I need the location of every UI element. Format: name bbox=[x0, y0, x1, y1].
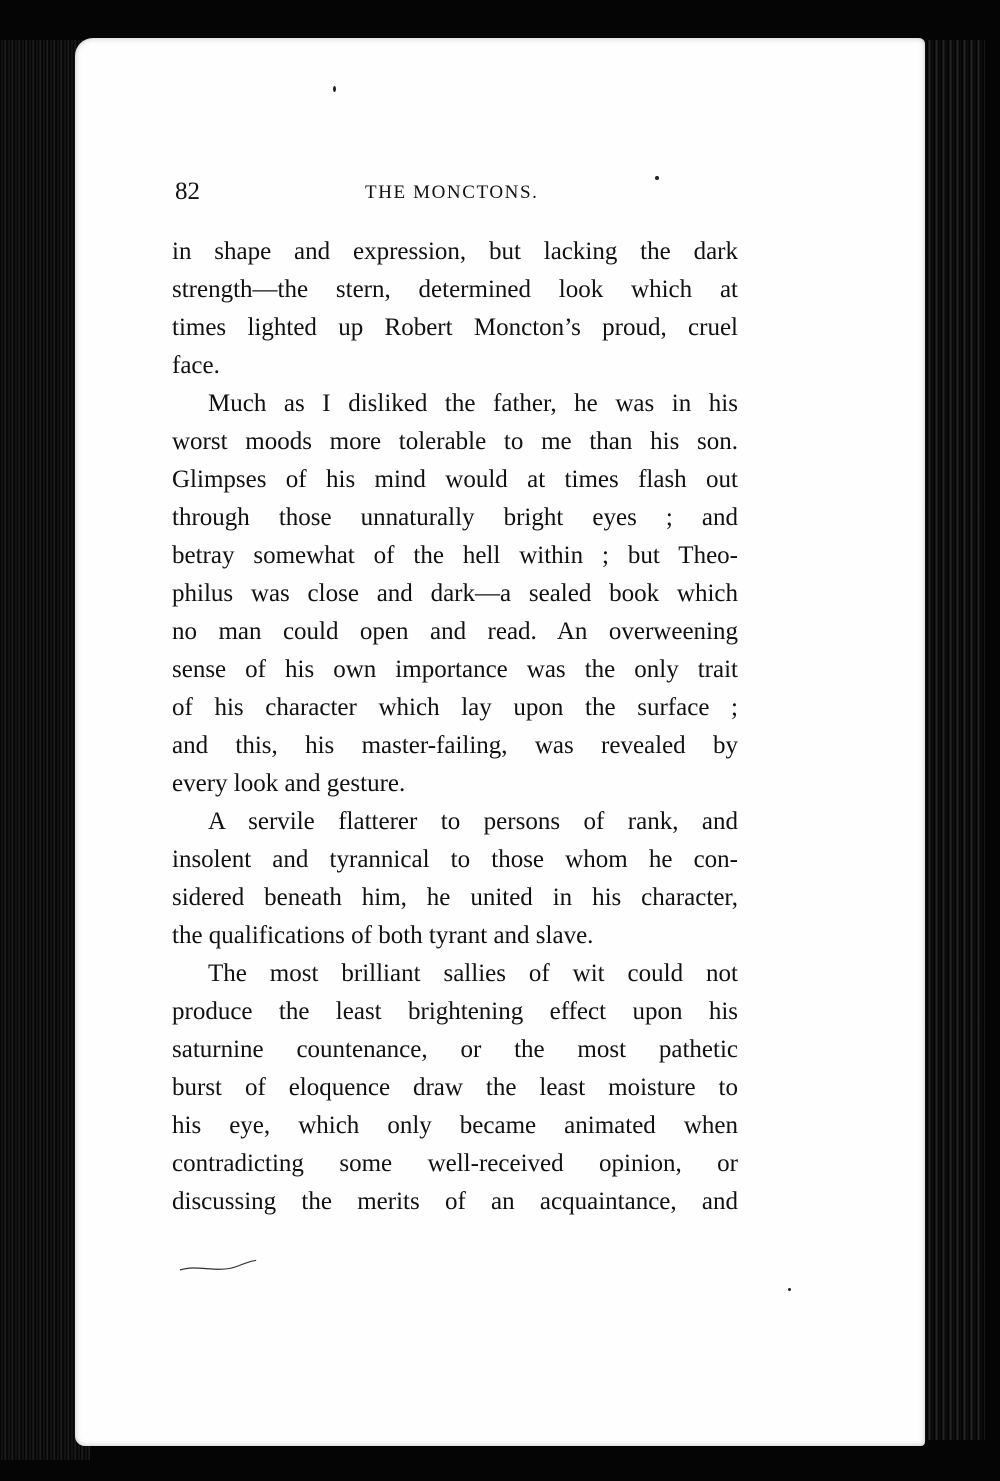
text-line: the qualifications of both tyrant and slave. bbox=[172, 922, 594, 949]
body-text bbox=[172, 233, 738, 1221]
text-line: philus was close and dark—a sealed book which bbox=[172, 580, 738, 607]
text-line: in shape and expression, but lacking the dark bbox=[172, 238, 738, 265]
text-line: contradicting some well-received opinion, or bbox=[172, 1150, 738, 1177]
text-line: every look and gesture. bbox=[172, 770, 406, 797]
text-line: of his character which lay upon the surface ; bbox=[172, 694, 738, 721]
paragraph bbox=[172, 955, 738, 1221]
text-line: Glimpses of his mind would at times flash out bbox=[172, 466, 738, 493]
text-line: no man could open and read. An overweening bbox=[172, 618, 738, 645]
text-line: produce the least brightening effect upon his bbox=[172, 998, 738, 1025]
text-line: betray somewhat of the hell within ; but Theo- bbox=[172, 542, 738, 569]
text-line: face. bbox=[172, 352, 220, 379]
page-header bbox=[175, 178, 735, 218]
text-line: his eye, which only became animated when bbox=[172, 1112, 738, 1139]
text-line: strength—the stern, determined look which at bbox=[172, 276, 738, 303]
text-line: and this, his master-failing, was revealed by bbox=[172, 732, 738, 759]
text-line: burst of eloquence draw the least moisture to bbox=[172, 1074, 738, 1101]
paragraph bbox=[172, 803, 738, 955]
text-line: times lighted up Robert Moncton’s proud, cruel bbox=[172, 314, 738, 341]
pencil-underline-mark bbox=[178, 1258, 258, 1274]
text-line: sense of his own importance was the only trait bbox=[172, 656, 738, 683]
text-line: A servile flatterer to persons of rank, and bbox=[208, 808, 738, 835]
paragraph bbox=[172, 233, 738, 385]
text-line: through those unnaturally bright eyes ; and bbox=[172, 504, 738, 531]
text-line: saturnine countenance, or the most pathetic bbox=[172, 1036, 738, 1063]
page-stack-edge bbox=[925, 40, 985, 1440]
ink-speck bbox=[333, 86, 336, 92]
text-line: discussing the merits of an acquaintance, and bbox=[172, 1188, 738, 1215]
page-number: 82 bbox=[175, 178, 200, 205]
running-head: THE MONCTONS. bbox=[365, 182, 539, 203]
text-line: The most brilliant sallies of wit could not bbox=[208, 960, 738, 987]
text-line: Much as I disliked the father, he was in his bbox=[208, 390, 738, 417]
text-line: worst moods more tolerable to me than his son. bbox=[172, 428, 738, 455]
ink-speck bbox=[788, 1288, 791, 1291]
text-line: sidered beneath him, he united in his character, bbox=[172, 884, 738, 911]
text-line: insolent and tyrannical to those whom he con- bbox=[172, 846, 738, 873]
paragraph bbox=[172, 385, 738, 803]
